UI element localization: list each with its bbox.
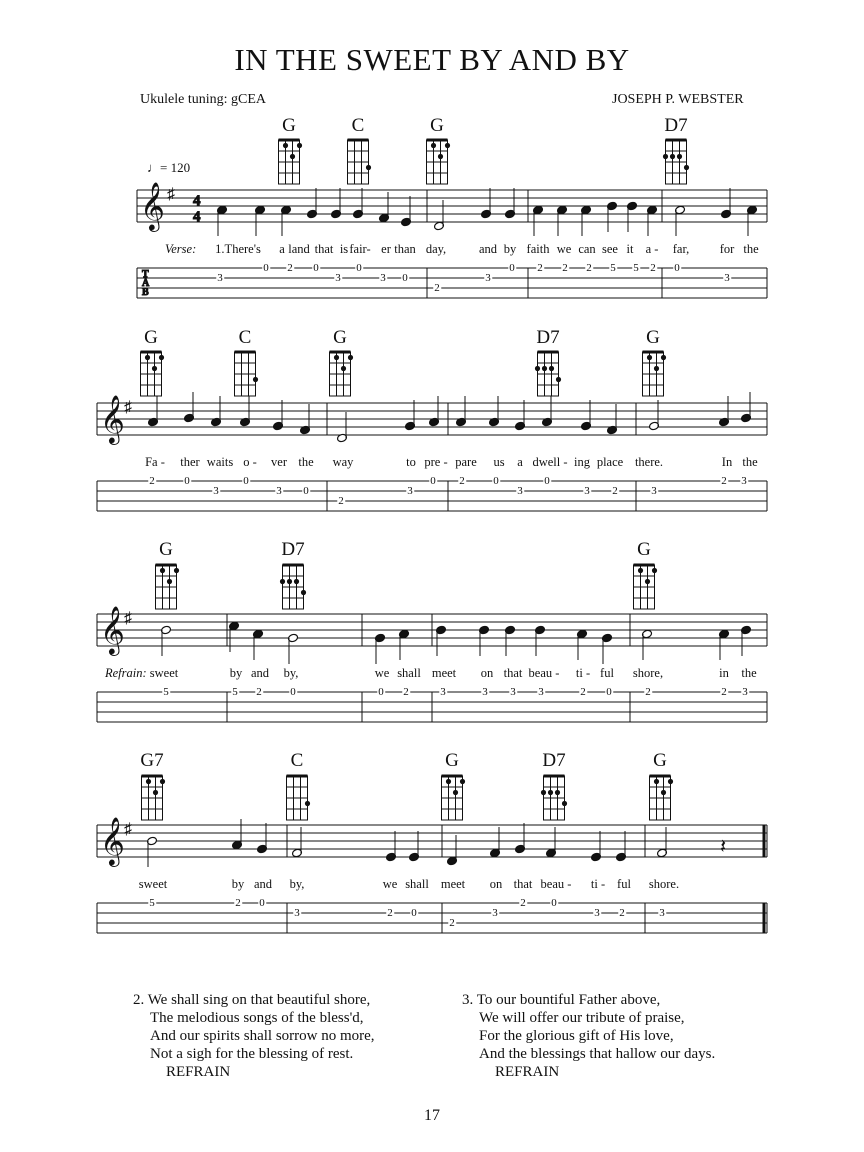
lyric: that (503, 666, 523, 680)
diagram-dot (297, 143, 302, 148)
tab-number: 2 (520, 897, 526, 909)
tab-number: 3 (440, 686, 446, 698)
treble-clef-icon: 𝄞 (140, 184, 165, 230)
tab-number: 2 (650, 262, 656, 274)
diagram-dot (145, 355, 150, 360)
section-label-verse: Verse: (165, 242, 197, 256)
lyric: waits (206, 455, 234, 469)
lyric: ti - (590, 877, 606, 891)
lyric: In (721, 455, 733, 469)
lyric: shall (397, 666, 421, 680)
chord-diagram (541, 776, 567, 820)
diagram-dot (287, 579, 292, 584)
tab-number: 3 (538, 686, 544, 698)
tab-number: 3 (482, 686, 488, 698)
tab-number: 2 (287, 262, 293, 274)
diagram-dot (549, 366, 554, 371)
tab-number: 0 (674, 262, 680, 274)
tab-number: 0 (402, 272, 408, 284)
chord-diagram (634, 565, 658, 609)
chord-diagram (141, 352, 165, 396)
diagram-dot (438, 154, 443, 159)
chord-diagram (330, 352, 354, 396)
tab-number: 0 (430, 475, 436, 487)
lyric: by, (289, 877, 305, 891)
diagram-dot (305, 801, 310, 806)
lyric: pare (455, 455, 477, 469)
diagram-dot (446, 779, 451, 784)
sharp-icon: ♯ (124, 610, 132, 627)
tab-number: 2 (645, 686, 651, 698)
lyric: ful (600, 666, 614, 680)
tab-number: 5 (610, 262, 616, 274)
lyric: beau - (540, 877, 572, 891)
chord-diagram (280, 565, 306, 609)
system (97, 606, 767, 722)
diagram-dot (460, 779, 465, 784)
treble-clef-icon: 𝄞 (100, 608, 125, 654)
tab-number: 3 (742, 686, 748, 698)
chord-diagram (156, 565, 180, 609)
lyric: that (513, 877, 533, 891)
tab-number: 2 (256, 686, 262, 698)
lyric: on (480, 666, 494, 680)
lyric: can (578, 242, 596, 256)
diagram-dot (290, 154, 295, 159)
sharp-icon: ♯ (124, 821, 132, 838)
diagram-dot (654, 366, 659, 371)
diagram-dot (348, 355, 353, 360)
lyric: way (332, 455, 354, 469)
lyric: fair- (349, 242, 371, 256)
tab-number: 5 (232, 686, 238, 698)
refrain-marker: REFRAIN (166, 1064, 231, 1080)
music-notes (147, 188, 758, 867)
verse-3 (462, 991, 715, 1081)
tab-number: 0 (259, 897, 265, 909)
chord-name: D7 (536, 327, 560, 348)
sharp-icon: ♯ (124, 399, 132, 416)
diagram-dot (542, 366, 547, 371)
diagram-dot (684, 165, 689, 170)
verse-line: 2. We shall sing on that beautiful shore, (133, 992, 371, 1008)
chord-diagram (235, 352, 259, 396)
diagram-dot (159, 355, 164, 360)
diagram-dot (535, 366, 540, 371)
system (137, 182, 767, 298)
tab-number: 2 (235, 897, 241, 909)
diagram-dot (167, 579, 172, 584)
song-title: IN THE SWEET BY AND BY (234, 42, 630, 77)
lyric: in (719, 666, 729, 680)
chord-name: G (646, 327, 660, 348)
lyric: than (394, 242, 416, 256)
tab-number: 2 (586, 262, 592, 274)
tab-number: 3 (335, 272, 341, 284)
verse-line: The melodious songs of the bless'd, (150, 1010, 364, 1026)
diagram-dot (160, 779, 165, 784)
tab-number: 0 (356, 262, 362, 274)
lyric: the (742, 455, 758, 469)
lyric: the (741, 666, 757, 680)
lyric: ther (180, 455, 200, 469)
lyric: shore. (648, 877, 680, 891)
diagram-dot (334, 355, 339, 360)
lyric: it (626, 242, 634, 256)
diagram-dot (663, 154, 668, 159)
tab-number: 3 (510, 686, 516, 698)
tab-number: 3 (651, 485, 657, 497)
tab-number: 0 (313, 262, 319, 274)
diagram-dot (445, 143, 450, 148)
lyric: meet (431, 666, 457, 680)
chord-name: C (351, 115, 365, 136)
lyric: Fa - (145, 455, 165, 469)
lyric: o - (243, 455, 257, 469)
diagram-dot (146, 779, 151, 784)
diagram-dot (280, 579, 285, 584)
chord-diagram (650, 776, 674, 820)
lyric: by (229, 666, 243, 680)
diagram-dot (677, 154, 682, 159)
tab-number: 5 (633, 262, 639, 274)
verse-line: Not a sigh for the blessing of rest. (150, 1046, 354, 1062)
tab-number: 3 (492, 907, 498, 919)
diagram-dot (453, 790, 458, 795)
chord-name: D7 (664, 115, 688, 136)
lyric: by, (283, 666, 299, 680)
tab-number: 5 (149, 897, 155, 909)
tab-number: 3 (380, 272, 386, 284)
lyric: by (231, 877, 245, 891)
lyric: land (288, 242, 310, 256)
tab-number: 5 (163, 686, 169, 698)
lyric: place (596, 455, 624, 469)
treble-clef-icon: 𝄞 (100, 397, 125, 443)
lyric: sweet (138, 877, 168, 891)
tab-number: 3 (213, 485, 219, 497)
tab-clef-letter: B (142, 287, 149, 298)
tab-number: 2 (403, 686, 409, 698)
chord-name: G (333, 327, 347, 348)
tab-number: 3 (594, 907, 600, 919)
verse-line: And our spirits shall sorrow no more, (150, 1028, 375, 1044)
lyric: day, (425, 242, 447, 256)
lyric: shall (405, 877, 429, 891)
lyric: and (250, 666, 270, 680)
diagram-dot (645, 579, 650, 584)
lyric: we (556, 242, 572, 256)
diagram-dot (160, 568, 165, 573)
chord-diagram (535, 352, 561, 396)
diagram-dot (652, 568, 657, 573)
tab-number: 0 (184, 475, 190, 487)
chord-name: G (159, 539, 173, 560)
chord-name: G7 (140, 750, 164, 771)
tab-clef-letter: T (142, 269, 149, 280)
verse-2 (133, 991, 375, 1081)
sharp-icon: ♯ (167, 186, 175, 203)
verse-line: We will offer our tribute of praise, (479, 1010, 685, 1026)
tab-number: 0 (606, 686, 612, 698)
tab-number: 0 (378, 686, 384, 698)
diagram-dot (548, 790, 553, 795)
lyric: we (382, 877, 398, 891)
refrain-marker: REFRAIN (495, 1064, 560, 1080)
tab-number: 3 (217, 272, 223, 284)
tab-number: 2 (721, 686, 727, 698)
tab-number: 3 (407, 485, 413, 497)
tab-number: 0 (263, 262, 269, 274)
tab-number: 0 (243, 475, 249, 487)
quarter-note-icon: ♩ (147, 160, 160, 175)
tab-clef-letter: A (142, 278, 150, 289)
lyric: us (493, 455, 505, 469)
chord-name: D7 (542, 750, 566, 771)
chord-diagram (643, 352, 667, 396)
tab-number: 3 (517, 485, 523, 497)
diagram-dot (555, 790, 560, 795)
chord-name: C (290, 750, 304, 771)
tab-number: 2 (434, 282, 440, 294)
diagram-dot (301, 590, 306, 595)
verse-line: For the glorious gift of His love, (479, 1028, 674, 1044)
tab-number: 3 (741, 475, 747, 487)
tuning-label: Ukulele tuning: gCEA (140, 92, 266, 107)
diagram-dot (152, 366, 157, 371)
lyric: faith (526, 242, 550, 256)
tempo-value: = 120 (160, 160, 191, 175)
chord-name: G (445, 750, 459, 771)
chord-diagram (287, 776, 311, 820)
treble-clef-icon: 𝄞 (100, 819, 125, 865)
verse-line: 3. To our bountiful Father above, (462, 992, 661, 1008)
tab-number: 2 (619, 907, 625, 919)
tab-number: 0 (290, 686, 296, 698)
lyric: to (406, 455, 416, 469)
diagram-dot (341, 366, 346, 371)
lyric: dwell - (532, 455, 568, 469)
chord-name: G (637, 539, 651, 560)
lyric: on (489, 877, 503, 891)
chord-diagram (427, 140, 451, 184)
tab-number: 0 (411, 907, 417, 919)
chord-diagram (142, 776, 166, 820)
tab-number: 0 (551, 897, 557, 909)
lyric: shore, (632, 666, 664, 680)
tab-number: 2 (580, 686, 586, 698)
diagram-dot (661, 355, 666, 360)
lyric: that (314, 242, 334, 256)
tab-number: 2 (612, 485, 618, 497)
tab-number: 0 (509, 262, 515, 274)
lyric: see (602, 242, 618, 256)
lyric: a (279, 242, 285, 256)
chord-name: G (430, 115, 444, 136)
composer-name: JOSEPH P. WEBSTER (612, 92, 744, 107)
verse-line: And the blessings that hallow our days. (479, 1046, 716, 1062)
lyric: a - (645, 242, 659, 256)
chord-name: C (238, 327, 252, 348)
tab-number: 2 (721, 475, 727, 487)
lyric: and (478, 242, 498, 256)
lyric: a (517, 455, 523, 469)
chord-diagram (279, 140, 303, 184)
lyric: sweet (149, 666, 179, 680)
lyric: by (503, 242, 517, 256)
lyric: er (381, 242, 391, 256)
chord-name: D7 (281, 539, 305, 560)
lyric: is (339, 242, 349, 256)
tab-number: 3 (485, 272, 491, 284)
lyric: the (743, 242, 759, 256)
tab-number: 3 (276, 485, 282, 497)
chord-name: G (282, 115, 296, 136)
lyric: we (374, 666, 390, 680)
tab-number: 3 (294, 907, 300, 919)
diagram-dot (556, 377, 561, 382)
diagram-dot (153, 790, 158, 795)
diagram-dot (654, 779, 659, 784)
diagram-dot (174, 568, 179, 573)
diagram-dot (562, 801, 567, 806)
diagram-dot (668, 779, 673, 784)
diagram-dot (366, 165, 371, 170)
diagram-dot (294, 579, 299, 584)
tab-number: 3 (724, 272, 730, 284)
lyric: 1.There's (215, 242, 261, 256)
diagram-dot (431, 143, 436, 148)
diagram-dot (638, 568, 643, 573)
chord-name: G (653, 750, 667, 771)
tab-number: 0 (303, 485, 309, 497)
lyric: meet (440, 877, 466, 891)
page-number: 17 (424, 1107, 440, 1124)
tab-number: 2 (149, 475, 155, 487)
tab-number: 3 (584, 485, 590, 497)
lyric: far, (672, 242, 690, 256)
tab-number: 2 (387, 907, 393, 919)
chord-diagram (663, 140, 689, 184)
lyric: ful (617, 877, 631, 891)
tab-number: 2 (338, 495, 344, 507)
quarter-rest-icon: 𝄽 (720, 836, 727, 858)
lyric: beau - (528, 666, 560, 680)
diagram-dot (283, 143, 288, 148)
lyric: and (253, 877, 273, 891)
chord-diagram (442, 776, 466, 820)
diagram-dot (253, 377, 258, 382)
diagram-dot (670, 154, 675, 159)
lyric: ti - (575, 666, 591, 680)
diagram-dot (541, 790, 546, 795)
tab-number: 3 (659, 907, 665, 919)
lyric: for (719, 242, 735, 256)
time-signature-bottom: 4 (193, 209, 201, 225)
chord-name: G (144, 327, 158, 348)
tab-number: 2 (537, 262, 543, 274)
system (97, 395, 767, 511)
chord-diagram (348, 140, 372, 184)
tab-number: 2 (562, 262, 568, 274)
tab-number: 0 (493, 475, 499, 487)
tab-number: 2 (449, 917, 455, 929)
lyric: pre - (424, 455, 448, 469)
section-label-refrain: Refrain: (105, 666, 147, 680)
time-signature-top: 4 (193, 193, 201, 209)
lyric: ing (574, 455, 590, 469)
diagram-dot (661, 790, 666, 795)
tab-number: 2 (459, 475, 465, 487)
tab-number: 0 (544, 475, 550, 487)
lyric: ver (271, 455, 287, 469)
lyric: the (298, 455, 314, 469)
lyric: there. (634, 455, 664, 469)
diagram-dot (647, 355, 652, 360)
